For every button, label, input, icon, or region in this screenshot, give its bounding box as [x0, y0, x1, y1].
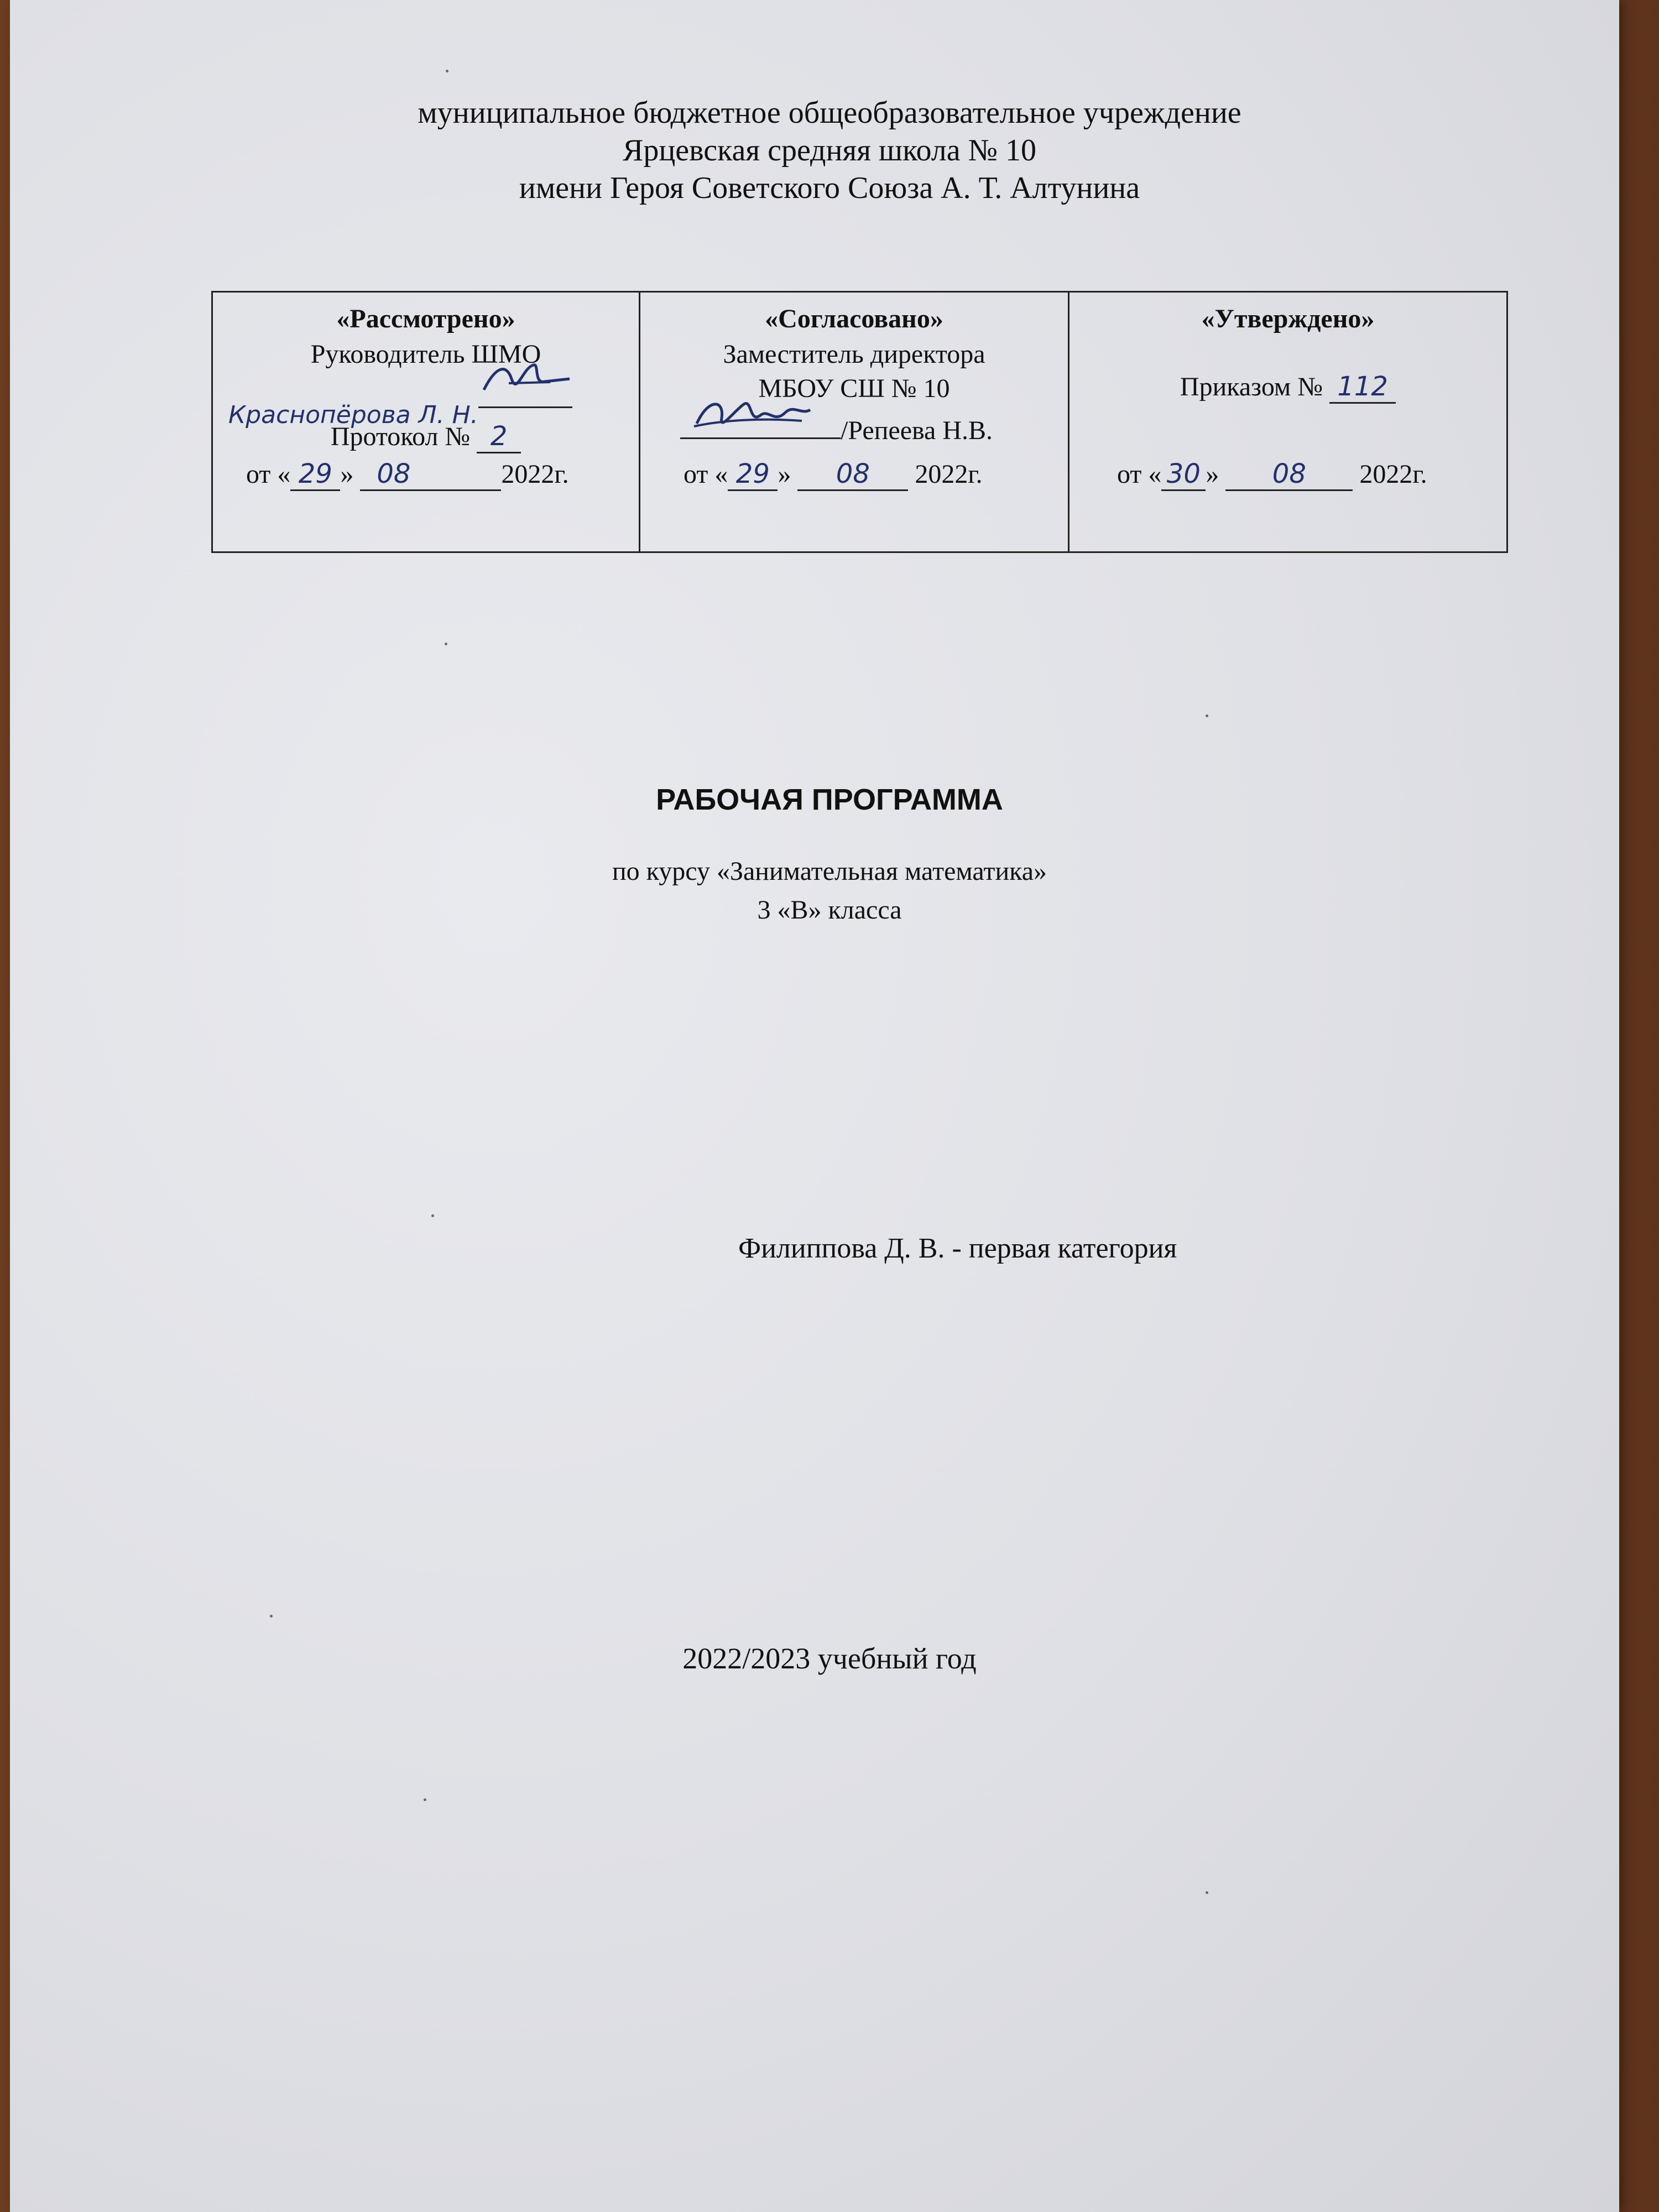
agreed-signature-line [680, 410, 993, 446]
date-prefix: от « [246, 460, 291, 489]
date-day: 29 [728, 458, 778, 491]
date-prefix: от « [684, 460, 728, 489]
agreed-title: «Согласовано» [765, 304, 943, 333]
signature-blank [680, 410, 841, 439]
date-mid: » [340, 460, 354, 489]
date-prefix: от « [1117, 460, 1162, 489]
date-year: 2022г. [1359, 460, 1427, 489]
date-day: 30 [1161, 458, 1206, 491]
paper-speck [424, 1798, 426, 1801]
document-title: РАБОЧАЯ ПРОГРАММА [656, 783, 1003, 816]
school-name: Ярцевская средняя школа № 10 [622, 133, 1037, 168]
agreed-role: Заместитель директора [723, 340, 985, 369]
paper-speck [445, 643, 447, 645]
approved-date [1117, 458, 1427, 491]
institution-type: муниципальное бюджетное общеобразовательное учреждение [418, 96, 1241, 130]
order-line [1070, 371, 1506, 404]
signature-blank [478, 379, 572, 408]
considered-role: Руководитель ШМО [310, 340, 541, 369]
considered-date [246, 458, 569, 491]
institution-header [0, 94, 1659, 207]
handwritten-signature [478, 357, 572, 401]
approval-table [211, 291, 1508, 553]
date-mid: » [778, 460, 791, 489]
approved-cell [1068, 293, 1506, 551]
paper-speck [1206, 1891, 1208, 1894]
date-year: 2022г. [915, 460, 983, 489]
order-label: Приказом № [1180, 372, 1323, 401]
considered-title: «Рассмотрено» [336, 304, 515, 333]
agreed-school: МБОУ СШ № 10 [758, 374, 950, 403]
protocol-line [213, 421, 639, 453]
protocol-label: Протокол № [330, 422, 471, 451]
school-dedication: имени Героя Советского Союза А. Т. Алтунина [519, 171, 1140, 205]
agreed-date [684, 458, 983, 491]
date-day: 29 [290, 458, 340, 491]
considered-signer-handwritten: Краснопёрова Л. Н. [228, 401, 478, 429]
date-month: 08 [360, 458, 501, 491]
paper-speck [431, 1214, 434, 1217]
agreed-signer: /Репеева Н.В. [841, 416, 993, 445]
author-line: Филиппова Д. В. - первая категория [738, 1233, 1177, 1264]
agreed-cell [639, 293, 1068, 551]
handwritten-signature [691, 393, 813, 437]
course-name: по курсу «Занимательная математика» [612, 857, 1047, 886]
date-mid: » [1206, 460, 1219, 489]
date-month: 08 [1225, 458, 1353, 491]
order-number: 112 [1329, 371, 1396, 404]
protocol-number: 2 [477, 421, 521, 453]
class-grade: 3 «В» класса [757, 895, 902, 925]
considered-cell [213, 293, 639, 551]
school-year: 2022/2023 учебный год [682, 1642, 977, 1675]
paper-speck [1206, 714, 1208, 717]
paper-speck [446, 70, 448, 72]
date-year: 2022г. [501, 460, 569, 489]
paper-speck [270, 1615, 273, 1618]
date-month: 08 [797, 458, 908, 491]
approved-title: «Утверждено» [1201, 304, 1375, 333]
